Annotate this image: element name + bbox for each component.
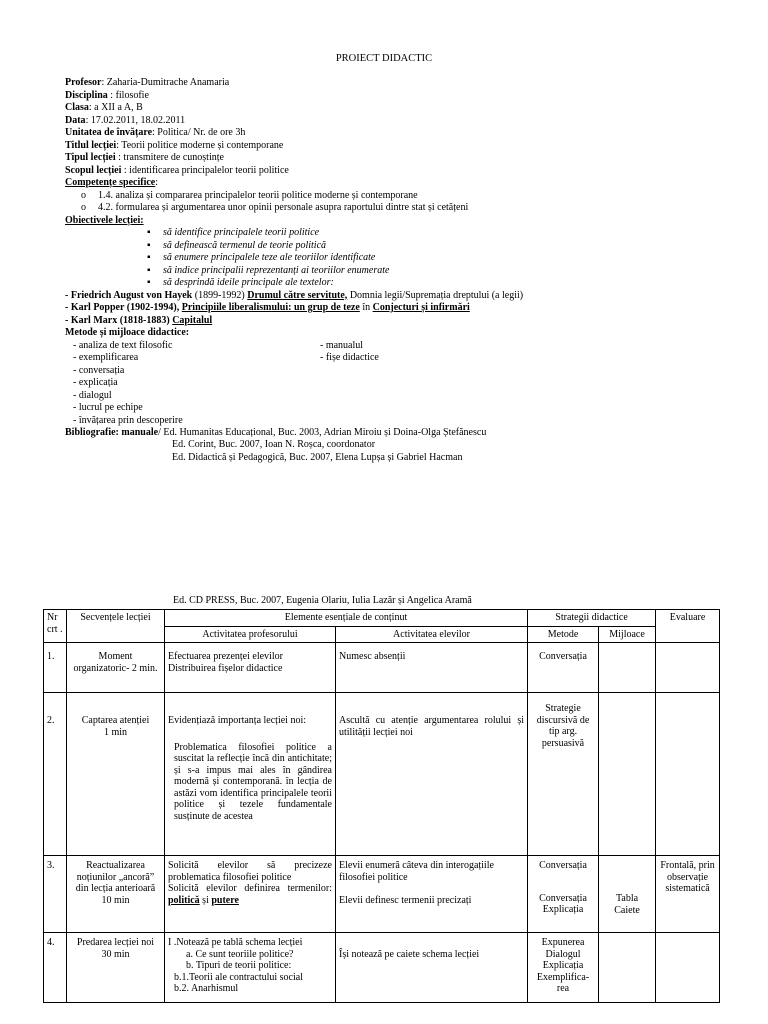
mijloc-item: - fișe didactice xyxy=(320,352,379,363)
row-secventa xyxy=(67,933,165,1003)
profesor-line xyxy=(65,77,705,90)
competenta-item xyxy=(65,202,705,215)
marx-name: - Karl Marx (1818-1883) xyxy=(65,314,173,326)
metoda-text: Dialogul xyxy=(545,948,581,960)
tipul-value: : transmitere de cunoștințe xyxy=(115,152,224,163)
row-activitate-elevi: Își notează pe caiete schema lecției xyxy=(336,933,528,1003)
row-evaluare: Frontală, prin observație sistematică xyxy=(656,856,720,933)
table-row xyxy=(44,643,720,693)
profesor-text: b.1.Teorii ale contractului social xyxy=(174,971,303,983)
secventa-text: 1 min xyxy=(103,726,128,738)
metode-list xyxy=(73,340,183,428)
profesor-text: I .Notează pe tablă schema lecției xyxy=(168,937,303,948)
hayek-rest: Domnia legii/Supremația dreptului (a legii) xyxy=(347,289,524,301)
clasa-value: : a XII a A, B xyxy=(88,102,143,113)
profesor-text: a. Ce sunt teoriile politice? xyxy=(186,948,294,960)
profesor-text: Distribuirea fișelor didactice xyxy=(168,662,283,674)
header-activitatea-profesorului: Activitatea profesorului xyxy=(165,626,336,643)
profesor-text: Evidențiază importanța lecției noi: xyxy=(168,715,307,726)
row-activitate-profesor xyxy=(165,856,336,933)
elevi-text: Elevii definesc termenii precizați xyxy=(339,895,472,906)
competenta-text: 1.4. analiza și compararea principalelor teorii politice moderne și contemporane xyxy=(98,189,418,201)
competenta-text: 4.2. formularea și argumentarea unor opinii personale asupra raportului dintre stat și cetățeni xyxy=(98,202,469,213)
header-strategii: Strategii didactice xyxy=(528,610,656,627)
metoda-item: - analiza de text filosofic xyxy=(73,339,173,351)
disciplina-value: : filosofie xyxy=(107,89,149,101)
table-header-row xyxy=(44,610,720,627)
bibliografie-line: Ed. Corint, Buc. 2007, Ioan N. Roșca, coordonator xyxy=(172,439,376,450)
competente-colon: : xyxy=(155,177,159,188)
profesor-text-part: și xyxy=(199,894,212,906)
obiectiv-text: să desprindă ideile principale ale textelor: xyxy=(163,277,334,288)
scopul-line xyxy=(65,165,705,178)
obiective-label: Obiectivele lecției: xyxy=(65,214,144,226)
clasa-line xyxy=(65,102,705,115)
obiectiv-text: să identifice principalele teorii politice xyxy=(163,227,320,238)
profesor-label: Profesor xyxy=(65,77,102,88)
secventa-text: Predarea lecției noi xyxy=(76,937,155,948)
hayek-line xyxy=(65,290,705,303)
popper-book2: Conjecturi și infirmări xyxy=(372,302,470,313)
square-bullet-icon: ▪ xyxy=(147,277,151,288)
mijloc-text: Tabla xyxy=(615,893,639,904)
obiectiv-text: să definească termenul de teorie politică xyxy=(163,239,327,251)
competente-line xyxy=(65,177,705,190)
titlul-value: : Teorii politice moderne și contemporane xyxy=(116,139,284,151)
tipul-label: Tipul lecției xyxy=(65,152,116,163)
hayek-book: Drumul către servitute, xyxy=(247,289,348,301)
bibliografie-line xyxy=(65,427,705,440)
profesor-text-part: Solicită elevilor definirea termenilor: xyxy=(168,883,332,894)
document-title: PROIECT DIDACTIC xyxy=(335,53,433,64)
hayek-name: - Friedrich August von Hayek xyxy=(65,289,193,301)
titlul-label: Titlul lecției xyxy=(65,139,117,151)
data-value: : 17.02.2011, 18.02.2011 xyxy=(85,114,186,126)
popper-book: Principiile liberalismului: un grup de teze xyxy=(181,302,360,313)
obiectiv-item xyxy=(65,252,705,265)
metoda-text: Conversația xyxy=(539,860,587,871)
unitatea-value: : Politica/ Nr. de ore 3h xyxy=(152,127,246,138)
metoda-item: - lucrul pe echipe xyxy=(73,402,143,413)
profesor-value: : Zaharia-Dumitrache Anamaria xyxy=(101,77,230,88)
mijloc-item: - manualul xyxy=(320,339,364,351)
row-mijloace xyxy=(599,643,656,693)
row-metode xyxy=(528,933,599,1003)
row-secventa xyxy=(67,693,165,856)
obiectiv-text: să indice principalii reprezentanți ai teoriilor enumerate xyxy=(163,264,390,276)
data-label: Data xyxy=(65,114,86,126)
row-evaluare xyxy=(656,643,720,693)
metoda-item: - explicația xyxy=(73,377,118,388)
obiectiv-item xyxy=(65,277,705,290)
term-politica: politică xyxy=(168,894,200,906)
header-metode: Metode xyxy=(528,626,599,643)
row-nr: 2. xyxy=(44,693,67,856)
row-secventa: Moment organizatoric- 2 min. xyxy=(67,643,165,693)
metoda-text: Explicația xyxy=(542,960,584,971)
square-bullet-icon: ▪ xyxy=(147,239,151,251)
metoda-item: - învățarea prin descoperire xyxy=(73,414,183,426)
metoda-text: Explicația xyxy=(542,904,584,915)
popper-line xyxy=(65,302,705,315)
table-row xyxy=(44,933,720,1003)
secventa-text: 10 min xyxy=(101,894,130,906)
table-row xyxy=(44,693,720,856)
row-mijloace xyxy=(599,856,656,933)
header-secvente: Secvențele lecției xyxy=(67,610,165,643)
disciplina-line xyxy=(65,90,705,103)
popper-in: în xyxy=(359,302,373,313)
bibliografie-label: Bibliografie: manuale xyxy=(65,426,159,438)
mijloc-text: Caiete xyxy=(614,904,640,916)
square-bullet-icon: ▪ xyxy=(147,227,151,238)
marx-line xyxy=(65,315,705,328)
profesor-text: Efectuarea prezenței elevilor xyxy=(168,651,283,662)
titlul-line xyxy=(65,140,705,153)
unitatea-label: Unitatea de învățare xyxy=(65,127,153,138)
profesor-text: Solicită elevilor să precizeze problematica filosofiei politice xyxy=(168,860,332,883)
metoda-text: Exemplifica- xyxy=(536,971,590,983)
competenta-item xyxy=(65,190,705,203)
elevi-text: Elevii enumeră câteva din interogațiile filosofiei politice xyxy=(339,860,494,883)
row-nr: 1. xyxy=(44,643,67,693)
mijloace-list xyxy=(320,340,379,365)
circle-bullet-icon: o xyxy=(81,202,86,213)
obiectiv-item xyxy=(65,265,705,278)
disciplina-label: Disciplina xyxy=(65,89,108,101)
bibliografie-line: Ed. Didactică și Pedagogică, Buc. 2007, Elena Lupșa și Gabriel Hacman xyxy=(172,451,463,463)
tipul-line xyxy=(65,152,705,165)
profesor-text: b.2. Anarhismul xyxy=(174,983,239,994)
hayek-years: (1899-1992) xyxy=(192,289,248,301)
square-bullet-icon: ▪ xyxy=(147,264,151,276)
bibliografie-text: / Ed. Humanitas Educațional, Buc. 2003, Adrian Miroiu și Doina-Olga Ștefănescu xyxy=(158,426,487,438)
obiectiv-text: să enumere principalele teze ale teoriilor identificate xyxy=(163,252,376,263)
row-activitate-elevi xyxy=(336,856,528,933)
header-evaluare: Evaluare xyxy=(656,610,720,643)
row-activitate-elevi: Ascultă cu atenție argumentarea rolului și utilității lecției noi xyxy=(336,693,528,856)
data-line xyxy=(65,115,705,128)
circle-bullet-icon: o xyxy=(81,189,86,201)
row-metode: Conversația xyxy=(528,643,599,693)
row-nr: 4. xyxy=(44,933,67,1003)
profesor-text: b. Tipuri de teorii politice: xyxy=(186,960,292,971)
header-mijloace: Mijloace xyxy=(599,626,656,643)
header-nr: Nr crt . xyxy=(44,610,67,643)
competente-label: Competențe specifice xyxy=(65,177,156,188)
row-mijloace xyxy=(599,693,656,856)
metoda-item: - dialogul xyxy=(73,389,112,401)
scopul-label: Scopul lecției xyxy=(65,164,122,176)
row-metode: Strategie discursivă de tip arg. persuasivă xyxy=(528,693,599,856)
secventa-text: Captarea atenției xyxy=(81,715,150,726)
row-activitate-elevi: Numesc absenții xyxy=(336,643,528,693)
metoda-item: - conversația xyxy=(73,364,125,376)
metode-label: Metode și mijloace didactice: xyxy=(65,327,190,338)
secventa-text: 30 min xyxy=(101,948,130,960)
scopul-value: : identificarea principalelor teorii politice xyxy=(121,164,289,176)
row-evaluare xyxy=(656,933,720,1003)
table-row xyxy=(44,856,720,933)
project-header xyxy=(65,77,705,464)
metoda-item: - exemplificarea xyxy=(73,352,139,363)
row-activitate-profesor xyxy=(165,933,336,1003)
profesor-text xyxy=(168,883,332,906)
row-metode xyxy=(528,856,599,933)
lesson-plan-table xyxy=(43,609,720,1003)
row-activitate-profesor xyxy=(165,693,336,856)
row-secventa xyxy=(67,856,165,933)
term-putere: putere xyxy=(211,894,239,906)
row-mijloace xyxy=(599,933,656,1003)
row-activitate-profesor xyxy=(165,643,336,693)
clasa-label: Clasa xyxy=(65,102,89,113)
row-nr: 3. xyxy=(44,856,67,933)
marx-book: Capitalul xyxy=(172,314,213,326)
popper-name: - Karl Popper (1902-1994), xyxy=(65,302,182,313)
header-elemente: Elemente esențiale de conținut xyxy=(165,610,528,627)
secventa-text: din lecția anterioară xyxy=(75,883,156,894)
header-activitatea-elevilor: Activitatea elevilor xyxy=(336,626,528,643)
secventa-text: Reactualizarea noțiunilor „ancoră” xyxy=(76,860,155,883)
obiectiv-item xyxy=(65,227,705,240)
row-evaluare xyxy=(656,693,720,856)
metode-columns xyxy=(65,340,705,427)
metoda-text: Conversația xyxy=(539,892,587,904)
metoda-text: rea xyxy=(556,983,570,994)
obiectiv-item xyxy=(65,240,705,253)
profesor-paragraph: Problematica filosofiei politice a suscitat la reflecție încă din antichitate; și s-a impus mai ales în gândirea modernă și contemporană. în lecția de astăzi vom identifica principalele teorii politice și tezele fundamentale susținute de acestea xyxy=(174,741,332,822)
unitatea-line xyxy=(65,127,705,140)
bibliografie-cd-press: Ed. CD PRESS, Buc. 2007, Eugenia Olariu, Iulia Lazăr și Angelica Aramă xyxy=(173,595,472,606)
metoda-text: Expunerea xyxy=(541,937,585,948)
square-bullet-icon: ▪ xyxy=(147,252,151,263)
